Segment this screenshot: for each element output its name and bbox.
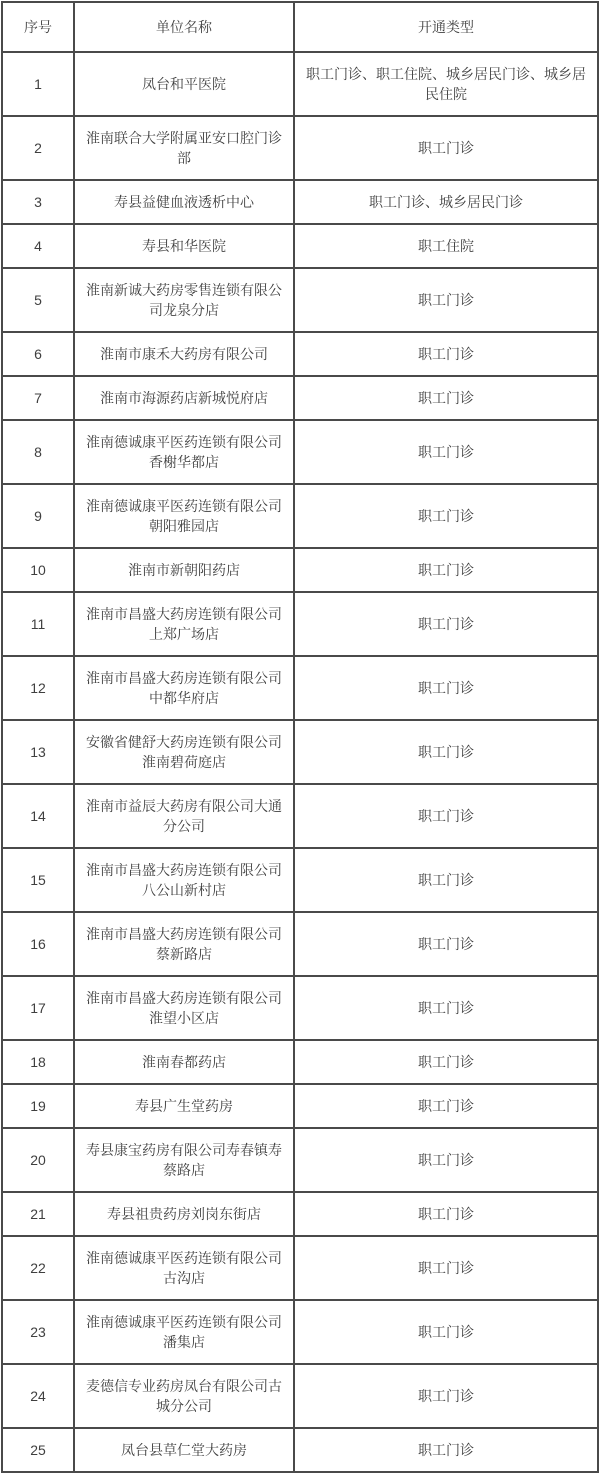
unit-name-cell: 淮南德诚康平医药连锁有限公司香榭华都店 — [74, 420, 294, 484]
open-type-cell: 职工门诊 — [294, 1084, 598, 1128]
unit-name-cell: 寿县祖贵药房刘岗东街店 — [74, 1192, 294, 1236]
table-header-row — [2, 2, 598, 52]
row-number-cell: 10 — [2, 548, 74, 592]
row-number-cell: 8 — [2, 420, 74, 484]
header-row-number: 序号 — [2, 2, 74, 52]
row-number-cell: 15 — [2, 848, 74, 912]
open-type-cell: 职工门诊 — [294, 1364, 598, 1428]
table-row — [2, 1084, 598, 1128]
medical-institutions-table — [1, 1, 599, 1473]
table-row — [2, 1364, 598, 1428]
table-row — [2, 1236, 598, 1300]
table-row — [2, 592, 598, 656]
table-row — [2, 784, 598, 848]
row-number-cell: 19 — [2, 1084, 74, 1128]
open-type-cell: 职工门诊 — [294, 1300, 598, 1364]
open-type-cell: 职工门诊 — [294, 548, 598, 592]
row-number-cell: 23 — [2, 1300, 74, 1364]
table-row — [2, 1428, 598, 1472]
open-type-cell: 职工门诊 — [294, 420, 598, 484]
row-number-cell: 25 — [2, 1428, 74, 1472]
open-type-cell: 职工门诊 — [294, 268, 598, 332]
unit-name-cell: 凤台县草仁堂大药房 — [74, 1428, 294, 1472]
row-number-cell: 17 — [2, 976, 74, 1040]
row-number-cell: 18 — [2, 1040, 74, 1084]
unit-name-cell: 淮南德诚康平医药连锁有限公司潘集店 — [74, 1300, 294, 1364]
open-type-cell: 职工门诊 — [294, 976, 598, 1040]
unit-name-cell: 淮南市昌盛大药房连锁有限公司淮望小区店 — [74, 976, 294, 1040]
open-type-cell: 职工门诊 — [294, 1236, 598, 1300]
unit-name-cell: 凤台和平医院 — [74, 52, 294, 116]
table-row — [2, 1192, 598, 1236]
row-number-cell: 16 — [2, 912, 74, 976]
open-type-cell: 职工门诊 — [294, 484, 598, 548]
unit-name-cell: 寿县和华医院 — [74, 224, 294, 268]
open-type-cell: 职工门诊 — [294, 784, 598, 848]
row-number-cell: 9 — [2, 484, 74, 548]
unit-name-cell: 寿县康宝药房有限公司寿春镇寿蔡路店 — [74, 1128, 294, 1192]
table-row — [2, 224, 598, 268]
open-type-cell: 职工门诊 — [294, 720, 598, 784]
table-row — [2, 332, 598, 376]
table-row — [2, 656, 598, 720]
table-row — [2, 484, 598, 548]
table-row — [2, 116, 598, 180]
row-number-cell: 7 — [2, 376, 74, 420]
table-row — [2, 180, 598, 224]
unit-name-cell: 寿县益健血液透析中心 — [74, 180, 294, 224]
row-number-cell: 11 — [2, 592, 74, 656]
unit-name-cell: 麦德信专业药房凤台有限公司古城分公司 — [74, 1364, 294, 1428]
unit-name-cell: 寿县广生堂药房 — [74, 1084, 294, 1128]
open-type-cell: 职工门诊、城乡居民门诊 — [294, 180, 598, 224]
table-row — [2, 1040, 598, 1084]
open-type-cell: 职工门诊 — [294, 656, 598, 720]
row-number-cell: 24 — [2, 1364, 74, 1428]
unit-name-cell: 淮南市昌盛大药房连锁有限公司八公山新村店 — [74, 848, 294, 912]
open-type-cell: 职工门诊 — [294, 376, 598, 420]
unit-name-cell: 淮南德诚康平医药连锁有限公司朝阳雅园店 — [74, 484, 294, 548]
unit-name-cell: 淮南市海源药店新城悦府店 — [74, 376, 294, 420]
row-number-cell: 13 — [2, 720, 74, 784]
open-type-cell: 职工门诊、职工住院、城乡居民门诊、城乡居民住院 — [294, 52, 598, 116]
row-number-cell: 1 — [2, 52, 74, 116]
table-row — [2, 1128, 598, 1192]
unit-name-cell: 淮南新诚大药房零售连锁有限公司龙泉分店 — [74, 268, 294, 332]
unit-name-cell: 安徽省健舒大药房连锁有限公司淮南碧荷庭店 — [74, 720, 294, 784]
row-number-cell: 12 — [2, 656, 74, 720]
row-number-cell: 21 — [2, 1192, 74, 1236]
row-number-cell: 20 — [2, 1128, 74, 1192]
open-type-cell: 职工门诊 — [294, 1040, 598, 1084]
unit-name-cell: 淮南市益辰大药房有限公司大通分公司 — [74, 784, 294, 848]
unit-name-cell: 淮南春都药店 — [74, 1040, 294, 1084]
open-type-cell: 职工门诊 — [294, 1128, 598, 1192]
open-type-cell: 职工门诊 — [294, 848, 598, 912]
open-type-cell: 职工门诊 — [294, 116, 598, 180]
open-type-cell: 职工门诊 — [294, 1428, 598, 1472]
row-number-cell: 3 — [2, 180, 74, 224]
open-type-cell: 职工门诊 — [294, 592, 598, 656]
row-number-cell: 5 — [2, 268, 74, 332]
table-row — [2, 720, 598, 784]
row-number-cell: 2 — [2, 116, 74, 180]
row-number-cell: 22 — [2, 1236, 74, 1300]
open-type-cell: 职工门诊 — [294, 1192, 598, 1236]
table-row — [2, 268, 598, 332]
unit-name-cell: 淮南市新朝阳药店 — [74, 548, 294, 592]
table-row — [2, 1300, 598, 1364]
table-row — [2, 848, 598, 912]
table-row — [2, 376, 598, 420]
unit-name-cell: 淮南市康禾大药房有限公司 — [74, 332, 294, 376]
unit-name-cell: 淮南联合大学附属亚安口腔门诊部 — [74, 116, 294, 180]
open-type-cell: 职工住院 — [294, 224, 598, 268]
unit-name-cell: 淮南德诚康平医药连锁有限公司古沟店 — [74, 1236, 294, 1300]
table-row — [2, 976, 598, 1040]
row-number-cell: 14 — [2, 784, 74, 848]
table-row — [2, 912, 598, 976]
unit-name-cell: 淮南市昌盛大药房连锁有限公司蔡新路店 — [74, 912, 294, 976]
row-number-cell: 4 — [2, 224, 74, 268]
unit-name-cell: 淮南市昌盛大药房连锁有限公司上郑广场店 — [74, 592, 294, 656]
table-row — [2, 420, 598, 484]
table-row — [2, 52, 598, 116]
header-unit-name: 单位名称 — [74, 2, 294, 52]
open-type-cell: 职工门诊 — [294, 912, 598, 976]
table-row — [2, 548, 598, 592]
row-number-cell: 6 — [2, 332, 74, 376]
open-type-cell: 职工门诊 — [294, 332, 598, 376]
unit-name-cell: 淮南市昌盛大药房连锁有限公司中都华府店 — [74, 656, 294, 720]
header-open-type: 开通类型 — [294, 2, 598, 52]
